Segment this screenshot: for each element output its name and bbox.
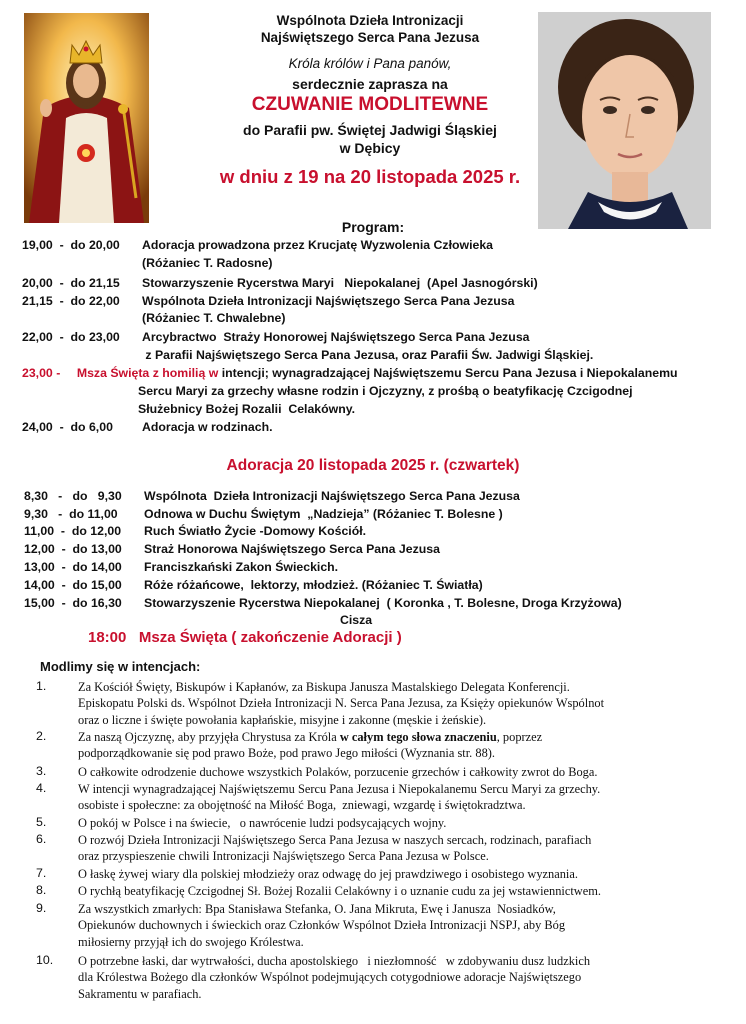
christ-the-king-image (24, 13, 149, 223)
intention-line: O łaskę żywej wiary dla polskiej młodzieży oraz odwagę do jej prawdziwego i osobistego wyznania. (78, 867, 578, 881)
intention-number: 2. (36, 729, 47, 743)
adoration-title: Adoracja 20 listopada 2025 r. (czwartek) (226, 457, 520, 474)
silence-label: Cisza (340, 613, 373, 627)
intention-item (78, 781, 718, 814)
intention-line: osobiste i społeczne: za obojętność na Miłość Boga, zniewagi, wzgardę i świętokradztwa. (78, 798, 526, 813)
intention-item (78, 901, 718, 950)
intention-line: Za wszystkich zmarłych: Bpa Stanisława Stefanka, O. Jana Mikruta, Ewę i Janusza Nosiadków, (78, 902, 556, 916)
closing-mass: 18:00 Msza Święta ( zakończenie Adoracji ) (88, 629, 402, 646)
header-line-7: w Dębicy (339, 140, 401, 156)
intention-number: 3. (36, 764, 47, 778)
adoration-time: 12,00 - do 13,00 (24, 542, 122, 556)
intention-item (78, 764, 718, 780)
header-location (160, 121, 580, 157)
program-time: 23,00 - (22, 366, 61, 380)
program-time: 24,00 - do 6,00 (22, 420, 113, 434)
header-line-2: Najświętszego Serca Pana Jezusa (260, 30, 480, 45)
adoration-text: Wspólnota Dzieła Intronizacji Najświętszego Serca Pana Jezusa (144, 489, 520, 503)
mass-intention: intencji; wynagradzającej Najświętszemu Sercu Pana Jezusa i Niepokalanemu (218, 366, 678, 380)
intention-item (78, 866, 718, 882)
header-title (160, 12, 580, 46)
program-text: Adoracja prowadzona przez Krucjatę Wyzwolenia Człowieka (142, 238, 494, 252)
program-text: Arcybractwo Straży Honorowej Najświętszego Serca Pana Jezusa (142, 330, 530, 344)
adoration-text: Róże różańcowe, lektorzy, młodzież. (Różaniec T. Światła) (144, 578, 483, 592)
intention-number: 10. (36, 953, 54, 967)
intention-number: 8. (36, 883, 47, 897)
header-line-6: do Parafii pw. Świętej Jadwigi Śląskiej (243, 122, 497, 138)
program-text: Wspólnota Dzieła Intronizacji Najświętszego Serca Pana Jezusa (142, 294, 515, 308)
adoration-time: 15,00 - do 16,30 (24, 596, 122, 610)
intention-line: O potrzebne łaski, dar wytrwałości, ducha apostolskiego i niezłomność w zdobywaniu dusz ludzkich (78, 954, 591, 968)
program-time: 21,15 - do 22,00 (22, 294, 120, 308)
intention-line: O całkowite odrodzenie duchowe wszystkich Polaków, porzucenie grzechów i całkowity zwrot do Boga. (78, 765, 598, 779)
adoration-text: Straż Honorowa Najświętszego Serca Pana Jezusa (144, 542, 440, 556)
header-line-1: Wspólnota Dzieła Intronizacji (276, 13, 464, 28)
intention-line: O rozwój Dzieła Intronizacji Najświętszego Serca Pana Jezusa w naszych sercach, rodzinach, parafiach (78, 833, 592, 847)
intention-number: 1. (36, 679, 47, 693)
intention-line: Za Kościół Święty, Biskupów i Kapłanów, za Biskupa Janusza Mastalskiego Delegata Konferencji. (78, 680, 570, 694)
intention-item (78, 729, 718, 762)
event-date: w dniu z 19 na 20 listopada 2025 r. (219, 166, 521, 187)
adoration-text: Stowarzyszenie Rycerstwa Niepokalanej ( Koronka , T. Bolesne, Droga Krzyżowa) (144, 596, 622, 610)
event-title: CZUWANIE MODLITEWNE (251, 94, 489, 115)
program-text: Adoracja w rodzinach. (142, 420, 273, 434)
program-text: Sercu Maryi za grzechy własne rodzin i Ojczyzny, z prośbą o beatyfikację Czcigodnej (138, 384, 633, 398)
intention-number: 7. (36, 866, 47, 880)
program-text: Stowarzyszenie Rycerstwa Maryi Niepokalanej (Apel Jasnogórski) (142, 276, 538, 290)
adoration-text: Franciszkański Zakon Świeckich. (144, 560, 339, 574)
intention-line: W intencji wynagradzającej Najświętszemu Sercu Pana Jezusa i Niepokalanemu Sercu Maryi za grzechy. (78, 782, 601, 796)
program-text: (Różaniec T. Radosne) (142, 256, 273, 270)
program-time: 19,00 - do 20,00 (22, 238, 120, 252)
prayers-title: Modlimy się w intencjach: (40, 659, 201, 674)
adoration-text: Odnowa w Duchu Świętym „Nadzieja” (Różaniec T. Bolesne ) (144, 507, 503, 521)
intention-item (78, 679, 718, 728)
intention-number: 9. (36, 901, 47, 915)
program-time: 22,00 - do 23,00 (22, 330, 120, 344)
adoration-time: 9,30 - do 11,00 (24, 507, 118, 521)
header-line-4: serdecznie zaprasza na (292, 76, 448, 92)
mass-highlight: Msza Święta z homilią w (70, 366, 219, 380)
intention-line: O pokój w Polsce i na świecie, o nawrócenie ludzi podsycających wojny. (78, 816, 447, 830)
intention-line: Opiekunów duchownych i świeckich oraz Członków Wspólnot Dzieła Intronizacji NSPJ, aby Bóg (78, 918, 566, 933)
adoration-time: 8,30 - do 9,30 (24, 489, 122, 503)
intention-number: 6. (36, 832, 47, 846)
intention-number: 5. (36, 815, 47, 829)
program-text: Służebnicy Bożej Rozalii Celakówny. (138, 402, 356, 416)
adoration-time: 13,00 - do 14,00 (24, 560, 122, 574)
intention-line: podporządkowanie się pod prawo Boże, pod prawo Jego miłości (Wyznania str. 88). (78, 746, 495, 761)
adoration-text: Ruch Światło Życie -Domowy Kościół. (144, 524, 367, 538)
intention-item (78, 832, 718, 865)
intention-line: Sakramentu w parafiach. (78, 986, 202, 1001)
intention-item (78, 883, 718, 899)
intention-number: 4. (36, 781, 47, 795)
intention-line: oraz przyspieszenie chwili Intronizacji Najświętszego Serca Pana Jezusa w Polsce. (78, 849, 489, 864)
program-text (70, 365, 746, 381)
intention-line: oraz o liczne i święte powołania kapłańskie, misyjne i zakonne (męskie i żeńskie). (78, 712, 487, 727)
program-time: 20,00 - do 21,15 (22, 276, 120, 290)
intention-line: O rychłą beatyfikację Czcigodnej Sł. Bożej Rozalii Celakówny i o uznanie cudu za jej wstawiennictwem. (78, 884, 601, 898)
header-line-3: Króla królów i Pana panów, (288, 56, 452, 71)
program-title: Program: (341, 219, 405, 235)
program-text: z Parafii Najświętszego Serca Pana Jezusa, oraz Parafii Św. Jadwigi Śląskiej. (142, 348, 594, 362)
adoration-time: 11,00 - do 12,00 (24, 524, 122, 538)
intention-item (78, 815, 718, 831)
program-text: (Różaniec T. Chwalebne) (142, 311, 286, 325)
adoration-time: 14,00 - do 15,00 (24, 578, 122, 592)
intention-line: dla Królestwa Bożego dla członków Wspólnot podejmujących cotygodniowe adoracje Najświętszego (78, 970, 582, 985)
intention-line: Episkopatu Polski ds. Wspólnot Dzieła Intronizacji N. Serca Pana Jezusa, za Księży opiekunów Wspólnot (78, 696, 605, 711)
intention-item (78, 953, 718, 1002)
intention-line: miłosierny przyjął ich do swojego Królestwa. (78, 934, 304, 949)
intention-line: Za naszą Ojczyznę, aby przyjęła Chrystusa za Króla w całym tego słowa znaczeniu, poprzez (78, 730, 543, 744)
